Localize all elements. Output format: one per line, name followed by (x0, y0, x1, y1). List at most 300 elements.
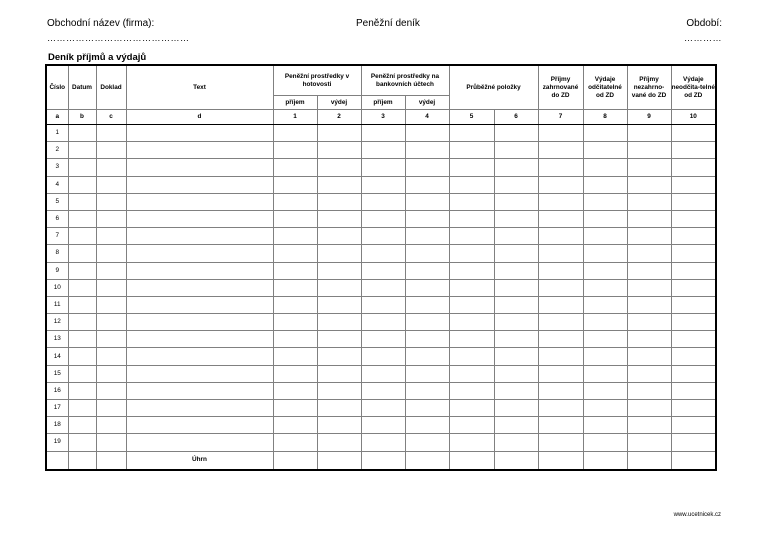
table-cell (449, 400, 494, 417)
column-code: c (96, 110, 126, 125)
column-code: 6 (494, 110, 538, 125)
table-cell (361, 210, 405, 227)
table-cell (317, 193, 361, 210)
table-cell (671, 382, 716, 399)
row-number: 12 (46, 314, 68, 331)
row-number: 5 (46, 193, 68, 210)
table-cell (317, 262, 361, 279)
table-cell (538, 417, 583, 434)
table-cell (449, 176, 494, 193)
table-cell (126, 125, 273, 142)
table-cell (627, 331, 671, 348)
table-cell (317, 279, 361, 296)
row-number: 9 (46, 262, 68, 279)
header-bank-income: příjem (361, 96, 405, 110)
table-cell (671, 176, 716, 193)
table-cell (68, 193, 96, 210)
table-cell (671, 314, 716, 331)
column-code: 10 (671, 110, 716, 125)
row-number: 7 (46, 228, 68, 245)
table-cell (583, 434, 627, 451)
row-number: 15 (46, 365, 68, 382)
table-cell (494, 314, 538, 331)
table-cell (405, 331, 449, 348)
table-cell (627, 417, 671, 434)
table-cell (494, 331, 538, 348)
table-cell (449, 365, 494, 382)
table-cell (126, 400, 273, 417)
table-cell (273, 142, 317, 159)
table-cell (361, 348, 405, 365)
page-title: Peněžní deník (356, 18, 420, 29)
table-cell (449, 262, 494, 279)
table-cell (538, 331, 583, 348)
header-cislo: Číslo (46, 65, 68, 110)
table-cell (494, 245, 538, 262)
table-cell (538, 365, 583, 382)
table-cell (538, 314, 583, 331)
table-cell (361, 365, 405, 382)
row-number: 13 (46, 331, 68, 348)
table-cell (583, 314, 627, 331)
table-cell (361, 245, 405, 262)
table-cell (583, 159, 627, 176)
table-cell (96, 228, 126, 245)
table-cell (317, 210, 361, 227)
table-cell (96, 210, 126, 227)
table-cell (583, 348, 627, 365)
row-number: 17 (46, 400, 68, 417)
table-cell (494, 193, 538, 210)
table-cell (538, 382, 583, 399)
header-transit-group: Průběžné položky (449, 65, 538, 110)
table-cell (96, 279, 126, 296)
table-cell (627, 365, 671, 382)
table-cell (126, 365, 273, 382)
table-row (46, 210, 716, 227)
table-cell (126, 417, 273, 434)
table-cell (126, 210, 273, 227)
table-cell (627, 228, 671, 245)
table-cell (126, 228, 273, 245)
table-cell (671, 296, 716, 313)
table-cell (671, 400, 716, 417)
table-cell (317, 400, 361, 417)
table-cell (273, 176, 317, 193)
table-cell (317, 176, 361, 193)
table-cell (68, 314, 96, 331)
table-cell (627, 434, 671, 451)
table-cell (68, 142, 96, 159)
table-cell (627, 176, 671, 193)
table-cell (494, 400, 538, 417)
header-cash-income: příjem (273, 96, 317, 110)
table-cell (405, 125, 449, 142)
table-cell (449, 417, 494, 434)
table-cell (405, 176, 449, 193)
table-cell (583, 142, 627, 159)
table-cell (494, 382, 538, 399)
table-cell (273, 400, 317, 417)
table-cell (671, 228, 716, 245)
table-cell (273, 193, 317, 210)
table-cell (627, 279, 671, 296)
table-cell (317, 434, 361, 451)
table-cell (361, 296, 405, 313)
row-number: 3 (46, 159, 68, 176)
table-cell (317, 417, 361, 434)
table-cell (627, 382, 671, 399)
table-cell (126, 279, 273, 296)
table-cell (317, 245, 361, 262)
table-cell (317, 314, 361, 331)
header-expense-nontax: Výdaje neodčita-telné od ZD (671, 65, 716, 110)
table-cell (538, 176, 583, 193)
table-cell (126, 142, 273, 159)
table-cell (317, 365, 361, 382)
table-row (46, 400, 716, 417)
table-cell (96, 176, 126, 193)
column-code: 8 (583, 110, 627, 125)
table-cell (273, 125, 317, 142)
column-code: a (46, 110, 68, 125)
table-cell (494, 210, 538, 227)
table-row (46, 434, 716, 451)
table-cell (273, 228, 317, 245)
table-cell (405, 228, 449, 245)
table-cell (273, 296, 317, 313)
table-cell (317, 331, 361, 348)
table-cell (671, 245, 716, 262)
table-cell (538, 400, 583, 417)
table-cell (317, 228, 361, 245)
table-cell (494, 296, 538, 313)
table-cell (494, 176, 538, 193)
table-cell (449, 228, 494, 245)
column-code: b (68, 110, 96, 125)
table-cell (96, 382, 126, 399)
table-cell (671, 210, 716, 227)
table-cell (68, 382, 96, 399)
row-number: 6 (46, 210, 68, 227)
table-cell (494, 348, 538, 365)
table-cell (583, 400, 627, 417)
footer-url: www.ucetnicek.cz (673, 512, 721, 518)
table-cell (317, 142, 361, 159)
table-cell (273, 434, 317, 451)
table-cell (68, 262, 96, 279)
table-cell (671, 142, 716, 159)
table-cell (671, 193, 716, 210)
column-code: 7 (538, 110, 583, 125)
table-cell (317, 382, 361, 399)
table-cell (126, 159, 273, 176)
table-cell (361, 228, 405, 245)
table-cell (671, 365, 716, 382)
table-cell (449, 348, 494, 365)
table-cell (494, 125, 538, 142)
table-cell (96, 262, 126, 279)
table-cell (361, 193, 405, 210)
table-row (46, 331, 716, 348)
table-cell (449, 331, 494, 348)
header-income-nontax: Příjmy nezahrno-vané do ZD (627, 65, 671, 110)
row-number: 2 (46, 142, 68, 159)
table-cell (68, 331, 96, 348)
table-row (46, 125, 716, 142)
table-cell (583, 245, 627, 262)
column-code: 3 (361, 110, 405, 125)
table-cell (68, 125, 96, 142)
table-cell (96, 142, 126, 159)
table-cell (405, 400, 449, 417)
journal-subtitle: Deník příjmů a výdajů (48, 52, 147, 63)
table-cell (583, 262, 627, 279)
table-cell (273, 159, 317, 176)
table-cell (494, 142, 538, 159)
table-cell (627, 400, 671, 417)
table-row (46, 382, 716, 399)
row-number: 16 (46, 382, 68, 399)
table-cell (405, 245, 449, 262)
table-cell (449, 193, 494, 210)
table-cell (538, 262, 583, 279)
row-number: 19 (46, 434, 68, 451)
table-cell (449, 279, 494, 296)
table-cell (273, 331, 317, 348)
table-cell (671, 262, 716, 279)
table-cell (449, 245, 494, 262)
table-cell (627, 245, 671, 262)
table-cell (627, 314, 671, 331)
table-cell (449, 296, 494, 313)
table-cell (405, 210, 449, 227)
table-cell (583, 279, 627, 296)
column-code: 5 (449, 110, 494, 125)
table-cell (494, 262, 538, 279)
table-cell (126, 245, 273, 262)
table-cell (68, 365, 96, 382)
table-cell (273, 245, 317, 262)
table-cell (671, 159, 716, 176)
table-cell (583, 296, 627, 313)
table-cell (449, 142, 494, 159)
table-cell (583, 331, 627, 348)
row-number: 10 (46, 279, 68, 296)
table-cell (449, 382, 494, 399)
table-row (46, 348, 716, 365)
table-cell (494, 159, 538, 176)
table-cell (671, 331, 716, 348)
table-cell (627, 125, 671, 142)
table-cell (538, 296, 583, 313)
company-label: Obchodní název (firma): (47, 18, 155, 29)
table-cell (405, 159, 449, 176)
header-datum: Datum (68, 65, 96, 110)
table-cell (126, 348, 273, 365)
table-cell (68, 279, 96, 296)
table-cell (361, 262, 405, 279)
table-cell (494, 279, 538, 296)
table-cell (538, 245, 583, 262)
period-value: ………… (684, 33, 722, 43)
header-cash-group: Peněžní prostředky v hotovosti (273, 65, 361, 96)
table-cell (126, 193, 273, 210)
table-cell (361, 314, 405, 331)
table-cell (405, 382, 449, 399)
column-code: 4 (405, 110, 449, 125)
table-cell (68, 210, 96, 227)
table-cell (583, 365, 627, 382)
table-cell (273, 279, 317, 296)
table-cell (126, 382, 273, 399)
table-cell (96, 159, 126, 176)
table-cell (583, 210, 627, 227)
table-cell (126, 262, 273, 279)
row-number: 4 (46, 176, 68, 193)
column-code: d (126, 110, 273, 125)
table-cell (126, 314, 273, 331)
table-cell (627, 142, 671, 159)
cash-journal-table (45, 64, 717, 471)
table-cell (449, 125, 494, 142)
table-cell (273, 348, 317, 365)
table-cell (405, 417, 449, 434)
table-cell (627, 262, 671, 279)
table-cell (96, 193, 126, 210)
table-cell (96, 245, 126, 262)
table-row (46, 228, 716, 245)
table-cell (671, 434, 716, 451)
table-cell (405, 142, 449, 159)
row-number: 11 (46, 296, 68, 313)
header-cash-expense: výdej (317, 96, 361, 110)
row-number: 18 (46, 417, 68, 434)
row-number: 1 (46, 125, 68, 142)
table-cell (68, 159, 96, 176)
table-cell (671, 417, 716, 434)
table-cell (627, 210, 671, 227)
table-cell (126, 296, 273, 313)
table-cell (671, 279, 716, 296)
table-cell (96, 417, 126, 434)
table-row (46, 314, 716, 331)
header-bank-expense: výdej (405, 96, 449, 110)
table-cell (583, 125, 627, 142)
table-cell (405, 365, 449, 382)
row-number: 14 (46, 348, 68, 365)
table-cell (68, 245, 96, 262)
table-cell (273, 210, 317, 227)
table-cell (538, 279, 583, 296)
table-cell (68, 434, 96, 451)
table-cell (583, 417, 627, 434)
table-cell (317, 348, 361, 365)
table-row (46, 193, 716, 210)
column-codes-row (46, 110, 716, 125)
column-code: 9 (627, 110, 671, 125)
row-number: 8 (46, 245, 68, 262)
table-cell (494, 365, 538, 382)
table-cell (126, 176, 273, 193)
table-row (46, 176, 716, 193)
total-label: Úhrn (126, 451, 273, 470)
header-bank-group: Peněžní prostředky na bankovních účtech (361, 65, 449, 96)
table-row (46, 245, 716, 262)
table-cell (538, 434, 583, 451)
table-cell (126, 434, 273, 451)
table-cell (405, 262, 449, 279)
table-cell (538, 159, 583, 176)
table-cell (317, 125, 361, 142)
table-cell (405, 314, 449, 331)
table-cell (583, 176, 627, 193)
table-cell (583, 382, 627, 399)
table-row (46, 142, 716, 159)
table-cell (583, 193, 627, 210)
table-cell (361, 400, 405, 417)
header-text: Text (126, 65, 273, 110)
table-cell (273, 314, 317, 331)
table-cell (583, 228, 627, 245)
table-cell (68, 228, 96, 245)
table-cell (126, 331, 273, 348)
table-cell (538, 142, 583, 159)
table-cell (68, 176, 96, 193)
table-cell (361, 434, 405, 451)
table-cell (494, 228, 538, 245)
table-cell (405, 279, 449, 296)
header-income-tax: Příjmy zahrnované do ZD (538, 65, 583, 110)
table-cell (361, 331, 405, 348)
table-cell (627, 193, 671, 210)
table-cell (405, 296, 449, 313)
column-code: 1 (273, 110, 317, 125)
total-row (46, 451, 716, 470)
table-cell (96, 314, 126, 331)
table-cell (317, 296, 361, 313)
table-row (46, 279, 716, 296)
table-cell (273, 365, 317, 382)
header-doklad: Doklad (96, 65, 126, 110)
table-cell (361, 382, 405, 399)
company-value: ……………………………………… (47, 33, 190, 43)
table-cell (494, 417, 538, 434)
column-code: 2 (317, 110, 361, 125)
table-cell (96, 348, 126, 365)
table-row (46, 262, 716, 279)
table-cell (361, 159, 405, 176)
table-cell (405, 434, 449, 451)
table-cell (627, 348, 671, 365)
table-cell (671, 348, 716, 365)
table-cell (627, 296, 671, 313)
table-cell (538, 210, 583, 227)
period-label: Období: (686, 18, 722, 29)
table-cell (361, 176, 405, 193)
table-cell (538, 348, 583, 365)
table-cell (273, 262, 317, 279)
table-cell (96, 296, 126, 313)
table-cell (96, 331, 126, 348)
table-cell (317, 159, 361, 176)
table-cell (273, 382, 317, 399)
table-row (46, 417, 716, 434)
table-cell (538, 193, 583, 210)
table-cell (361, 142, 405, 159)
table-cell (96, 125, 126, 142)
table-cell (361, 417, 405, 434)
